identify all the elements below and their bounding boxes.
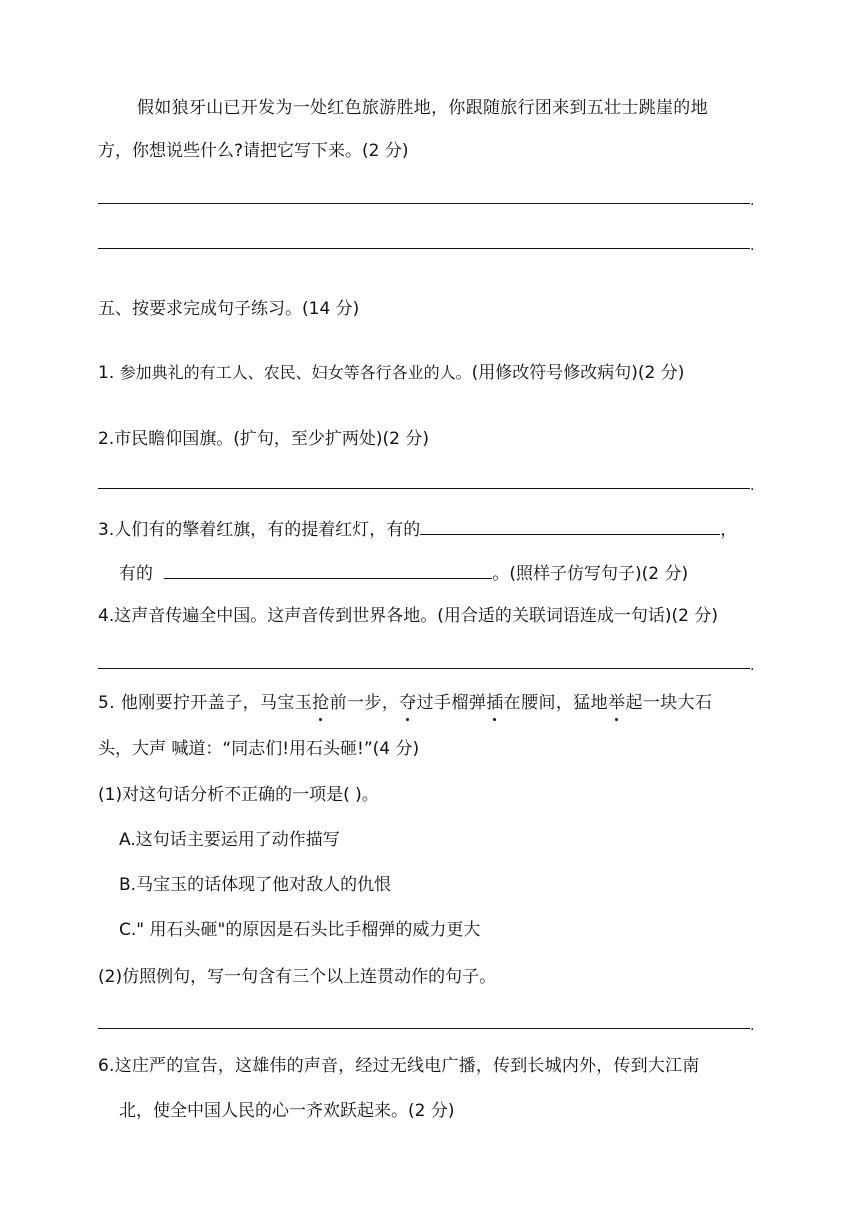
question-5-answer-line[interactable] <box>98 1028 750 1029</box>
option-a[interactable]: A.这句话主要运用了动作描写 <box>119 830 340 850</box>
question-3-line-1-prefix: 3.人们有的擎着红旗，有的提着红灯，有的 <box>98 520 421 540</box>
question-5-sub-2: (2)仿照例句，写一句含有三个以上连贯动作的句子。 <box>98 967 497 987</box>
question-5-text-e: 起一块大石 <box>625 693 713 713</box>
option-c[interactable]: C." 用石头砸"的原因是石头比手榴弹的威力更大 <box>119 920 481 940</box>
question-1-number: 1. <box>98 363 115 383</box>
answer-line-1[interactable] <box>98 203 750 204</box>
question-6-line-1: 6.这庄严的宣告，这雄伟的声音，经过无线电广播，传到长城内外，传到大江南 <box>98 1056 700 1076</box>
question-3-blank-1[interactable] <box>420 516 720 535</box>
question-5-sub-1: (1)对这句话分析不正确的一项是( )。 <box>98 785 379 805</box>
section-heading: 五、按要求完成句子练习。(14 分) <box>98 299 360 319</box>
option-b[interactable]: B.马宝玉的话体现了他对敌人的仇恨 <box>119 875 392 895</box>
question-1 <box>98 362 684 384</box>
answer-line-2-period: . <box>750 238 755 254</box>
question-4-answer-period: . <box>750 658 755 674</box>
question-1-sentence: 参加典礼的有工人、农民、妇女等各行各业的人。 <box>119 363 472 382</box>
question-3-blank-2[interactable] <box>164 560 492 579</box>
question-5-text-c: 过手榴弹 <box>416 693 487 713</box>
answer-line-1-period: . <box>750 193 755 209</box>
question-3-line-2-suffix: 。(照样子仿写句子)(2 分) <box>492 564 689 584</box>
question-3-line-1-suffix: ， <box>720 520 738 540</box>
question-5-line-2: 头，大声 喊道：“同志们!用石头砸!”(4 分) <box>98 739 420 759</box>
emphasis-char-ju: 举 <box>608 693 626 713</box>
emphasis-char-duo: 夺 <box>399 693 417 713</box>
question-2: 2.市民瞻仰国旗。(扩句，至少扩两处)(2 分) <box>98 429 429 449</box>
question-5-text-b: 前一步， <box>329 693 400 713</box>
question-5-answer-period: . <box>750 1018 755 1034</box>
question-2-answer-period: . <box>750 478 755 494</box>
question-5-text-a: 5. 他刚要拧开盖子，马宝玉 <box>98 693 313 713</box>
question-5-line-1 <box>98 692 712 714</box>
question-1-instruction: (用修改符号修改病句)(2 分) <box>471 363 685 383</box>
question-6-line-2: 北，使全中国人民的心一齐欢跃起来。(2 分) <box>119 1101 455 1121</box>
question-3-line-2 <box>119 560 688 585</box>
question-4: 4.这声音传遍全中国。这声音传到世界各地。(用合适的关联词语连成一句话)(2 分) <box>98 606 718 626</box>
question-5-text-d: 在腰间，猛地 <box>503 693 609 713</box>
answer-line-2[interactable] <box>98 248 750 249</box>
emphasis-char-cha: 插 <box>486 693 504 713</box>
intro-line-2: 方，你想说些什么?请把它写下来。(2 分) <box>98 141 409 161</box>
question-3-line-2-prefix: 有的 <box>119 564 153 584</box>
emphasis-char-qiang: 抢 <box>312 693 330 713</box>
question-3-line-1 <box>98 516 737 541</box>
intro-line-1: 假如狼牙山已开发为一处红色旅游胜地，你跟随旅行团来到五壮士跳崖的地 <box>137 98 708 118</box>
question-4-answer-line[interactable] <box>98 668 750 669</box>
question-2-answer-line[interactable] <box>98 488 750 489</box>
